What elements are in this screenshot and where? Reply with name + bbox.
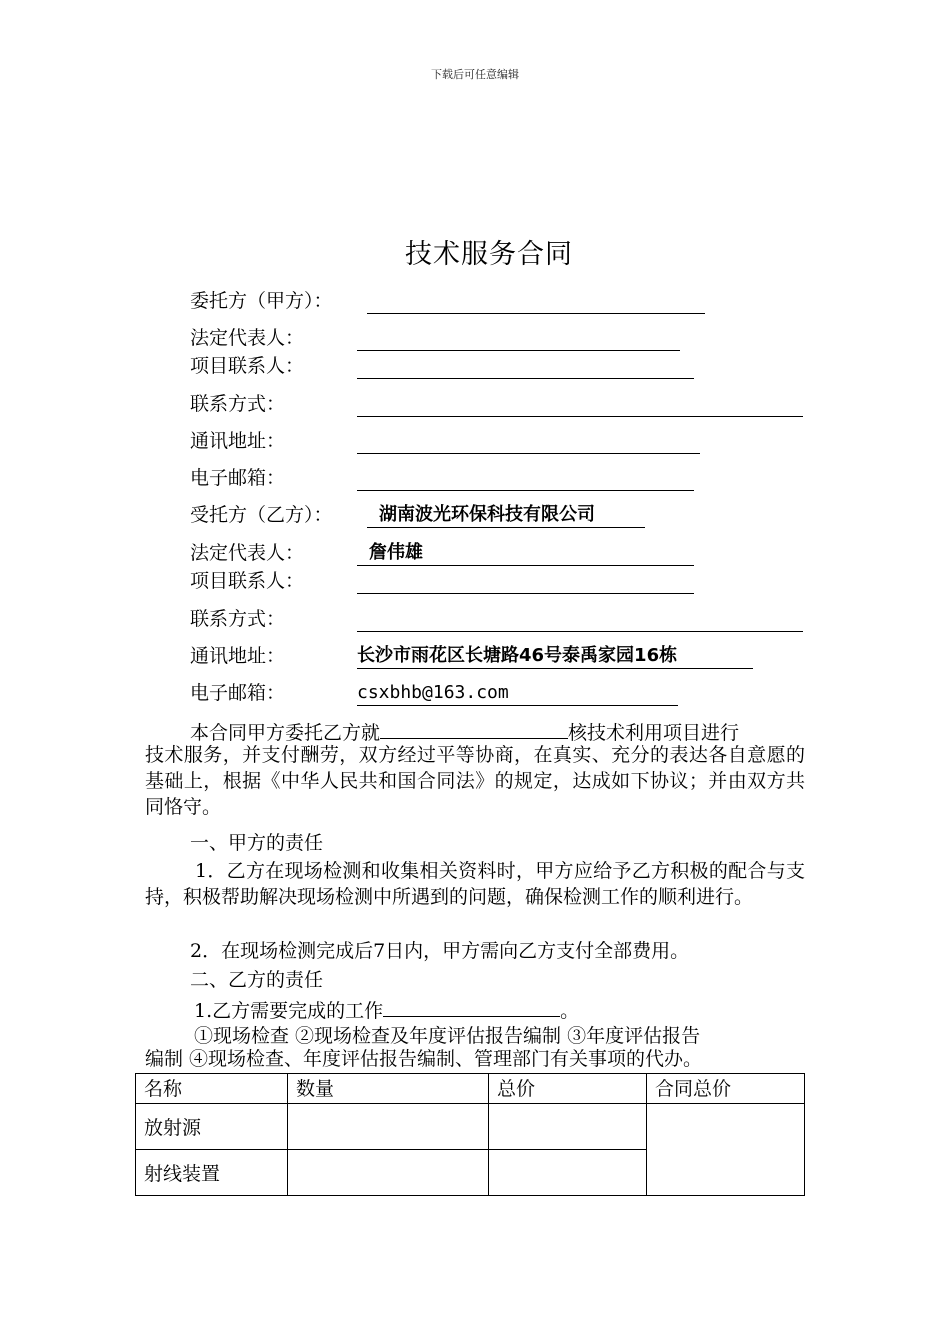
party-a-email-blank[interactable] [357,466,694,491]
party-a-email-label: 电子邮箱： [190,467,286,489]
party-b-email-value: csxbhb@163.com [357,682,509,703]
cell-quantity[interactable] [288,1104,489,1150]
header-name: 名称 [136,1074,288,1104]
party-b-company-field[interactable] [367,503,645,528]
party-a-contact-person-blank[interactable] [357,354,694,379]
party-b-contact-person-label: 项目联系人： [190,570,305,592]
intro-after-blank: 核技术利用项目进行 [568,722,740,744]
party-a-contact-person-label: 项目联系人： [190,355,305,377]
table-header-row [136,1074,805,1104]
section2-item1-text: 1.乙方需要完成的工作 [194,1000,384,1022]
contract-title: 技术服务合同 [405,239,573,270]
party-a-legal-rep-blank[interactable] [357,326,680,351]
header-note: 下载后可任意编辑 [431,68,519,81]
row-ray-device: 射线装置 [136,1150,288,1196]
party-a-address-label: 通讯地址： [190,430,286,452]
work-scope-blank[interactable] [383,996,560,1017]
section1-heading: 一、甲方的责任 [190,832,324,854]
section1-item2: 2．在现场检测完成后7日内，甲方需向乙方支付全部费用。 [190,940,690,962]
project-name-blank[interactable] [380,718,568,739]
header-total-price: 总价 [489,1074,647,1104]
cell-quantity[interactable] [288,1150,489,1196]
party-a-name-blank[interactable] [367,289,705,314]
cell-total-price[interactable] [489,1104,647,1150]
party-b-legal-rep-label: 法定代表人： [190,542,305,564]
party-b-email-field[interactable] [357,681,678,706]
party-b-contact-method-blank[interactable] [357,607,803,632]
section2-heading: 二、乙方的责任 [190,969,324,991]
party-b-legal-rep-value: 詹伟雄 [369,542,423,563]
section1-item1: 1．乙方在现场检测和收集相关资料时，甲方应给予乙方积极的配合与支持，积极帮助解决现场检测中所遇到的问题，确保检测工作的顺利进行。 [145,860,805,908]
party-a-contact-method-label: 联系方式： [190,393,286,415]
party-b-address-field[interactable] [357,644,753,669]
fee-table [135,1073,805,1196]
party-a-address-blank[interactable] [357,429,700,454]
cell-contract-total[interactable] [647,1104,805,1196]
party-b-address-label: 通讯地址： [190,645,286,667]
party-a-contact-method-blank[interactable] [357,392,803,417]
header-contract-total: 合同总价 [647,1074,805,1104]
party-b-company: 湖南波光环保科技有限公司 [379,504,595,525]
party-b-email-label: 电子邮箱： [190,682,286,704]
header-quantity: 数量 [288,1074,489,1104]
row-radiation-source: 放射源 [136,1104,288,1150]
work-options-line2: 编制 ④现场检查、年度评估报告编制、管理部门有关事项的代办。 [145,1048,703,1070]
table-row [136,1104,805,1150]
party-b-heading: 受托方（乙方）： [190,504,333,526]
party-b-legal-rep-field[interactable] [357,541,694,566]
party-b-contact-method-label: 联系方式： [190,608,286,630]
party-a-legal-rep-label: 法定代表人： [190,327,305,349]
party-b-contact-person-blank[interactable] [357,569,694,594]
section2-item1-end: 。 [560,1000,580,1022]
party-a-heading: 委托方（甲方）： [190,290,333,312]
intro-before-blank: 本合同甲方委托乙方就 [190,722,381,744]
party-b-address-value: 长沙市雨花区长塘路46号泰禹家园16栋 [357,645,678,666]
cell-total-price[interactable] [489,1150,647,1196]
work-options-line1: ①现场检查 ②现场检查及年度评估报告编制 ③年度评估报告 [194,1025,701,1047]
intro-paragraph: 技术服务，并支付酬劳，双方经过平等协商，在真实、充分的表达各自意愿的基础上，根据《中华人民共和国合同法》的规定，达成如下协议；并由双方共同恪守。 [145,744,805,818]
section2-item1 [194,996,579,1024]
